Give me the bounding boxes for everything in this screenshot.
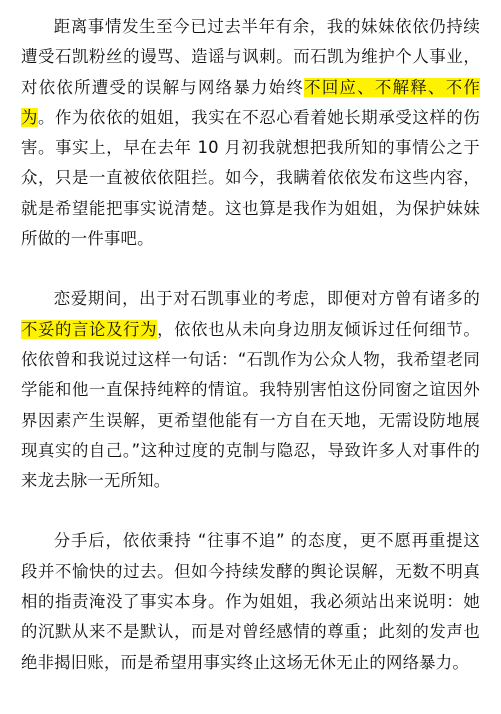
- paragraph-1: [21, 12, 480, 254]
- paragraph-2: [21, 284, 480, 496]
- paragraph-3: [21, 526, 480, 677]
- paragraph-1-text-a: 距离事情发生至今已过去半年有余，我的妹妹依依仍持续遭受石凯粉丝的谩骂、造谣与讽刺。而石凯为维护个人事业，对依依所遭受的误解与网络暴力始终: [21, 17, 480, 97]
- paragraph-2-text-a: 恋爱期间，出于对石凯事业的考虑，即便对方曾有诸多的: [53, 289, 480, 309]
- highlighted-phrase-2: 不妥的言论及行为: [21, 319, 158, 339]
- paragraph-2-text-b: ，依依也从未向身边朋友倾诉过任何细节。依依曾和我说过这样一句话：“石凯作为公众人物，我希望老同学能和他一直保持纯粹的情谊。我特别害怕这份同窗之谊因外界因素产生误解，更希望他能有一方自在天地，无需设防地展现真实的自己。”这种过度的克制与隐忍，导致许多人对事件的来龙去脉一无所知。: [21, 319, 480, 491]
- highlighted-phrase-1: 不回应、不解释、不作为: [21, 77, 480, 127]
- paragraph-1-text-b: 。作为依依的姐姐，我实在不忍心看着她长期承受这样的伤害。事实上，早在去年 10 月初我就想把我所知的事情公之于众，只是一直被依依阻拦。如今，我瞒着依依发布这些内容，就是希望能把事实说清楚。这也算是我作为姐姐，为保护妹妹所做的一件事吧。: [21, 107, 480, 249]
- paragraph-3-text: 分手后，依依秉持 “往事不追” 的态度，更不愿再重提这段并不愉快的过去。但如今持续发酵的舆论误解，无数不明真相的指责淹没了事实本身。作为姐姐，我必须站出来说明：她的沉默从来不是默认，而是对曾经感情的尊重；此刻的发声也绝非揭旧账，而是希望用事实终止这场无休无止的网络暴力。: [21, 531, 480, 672]
